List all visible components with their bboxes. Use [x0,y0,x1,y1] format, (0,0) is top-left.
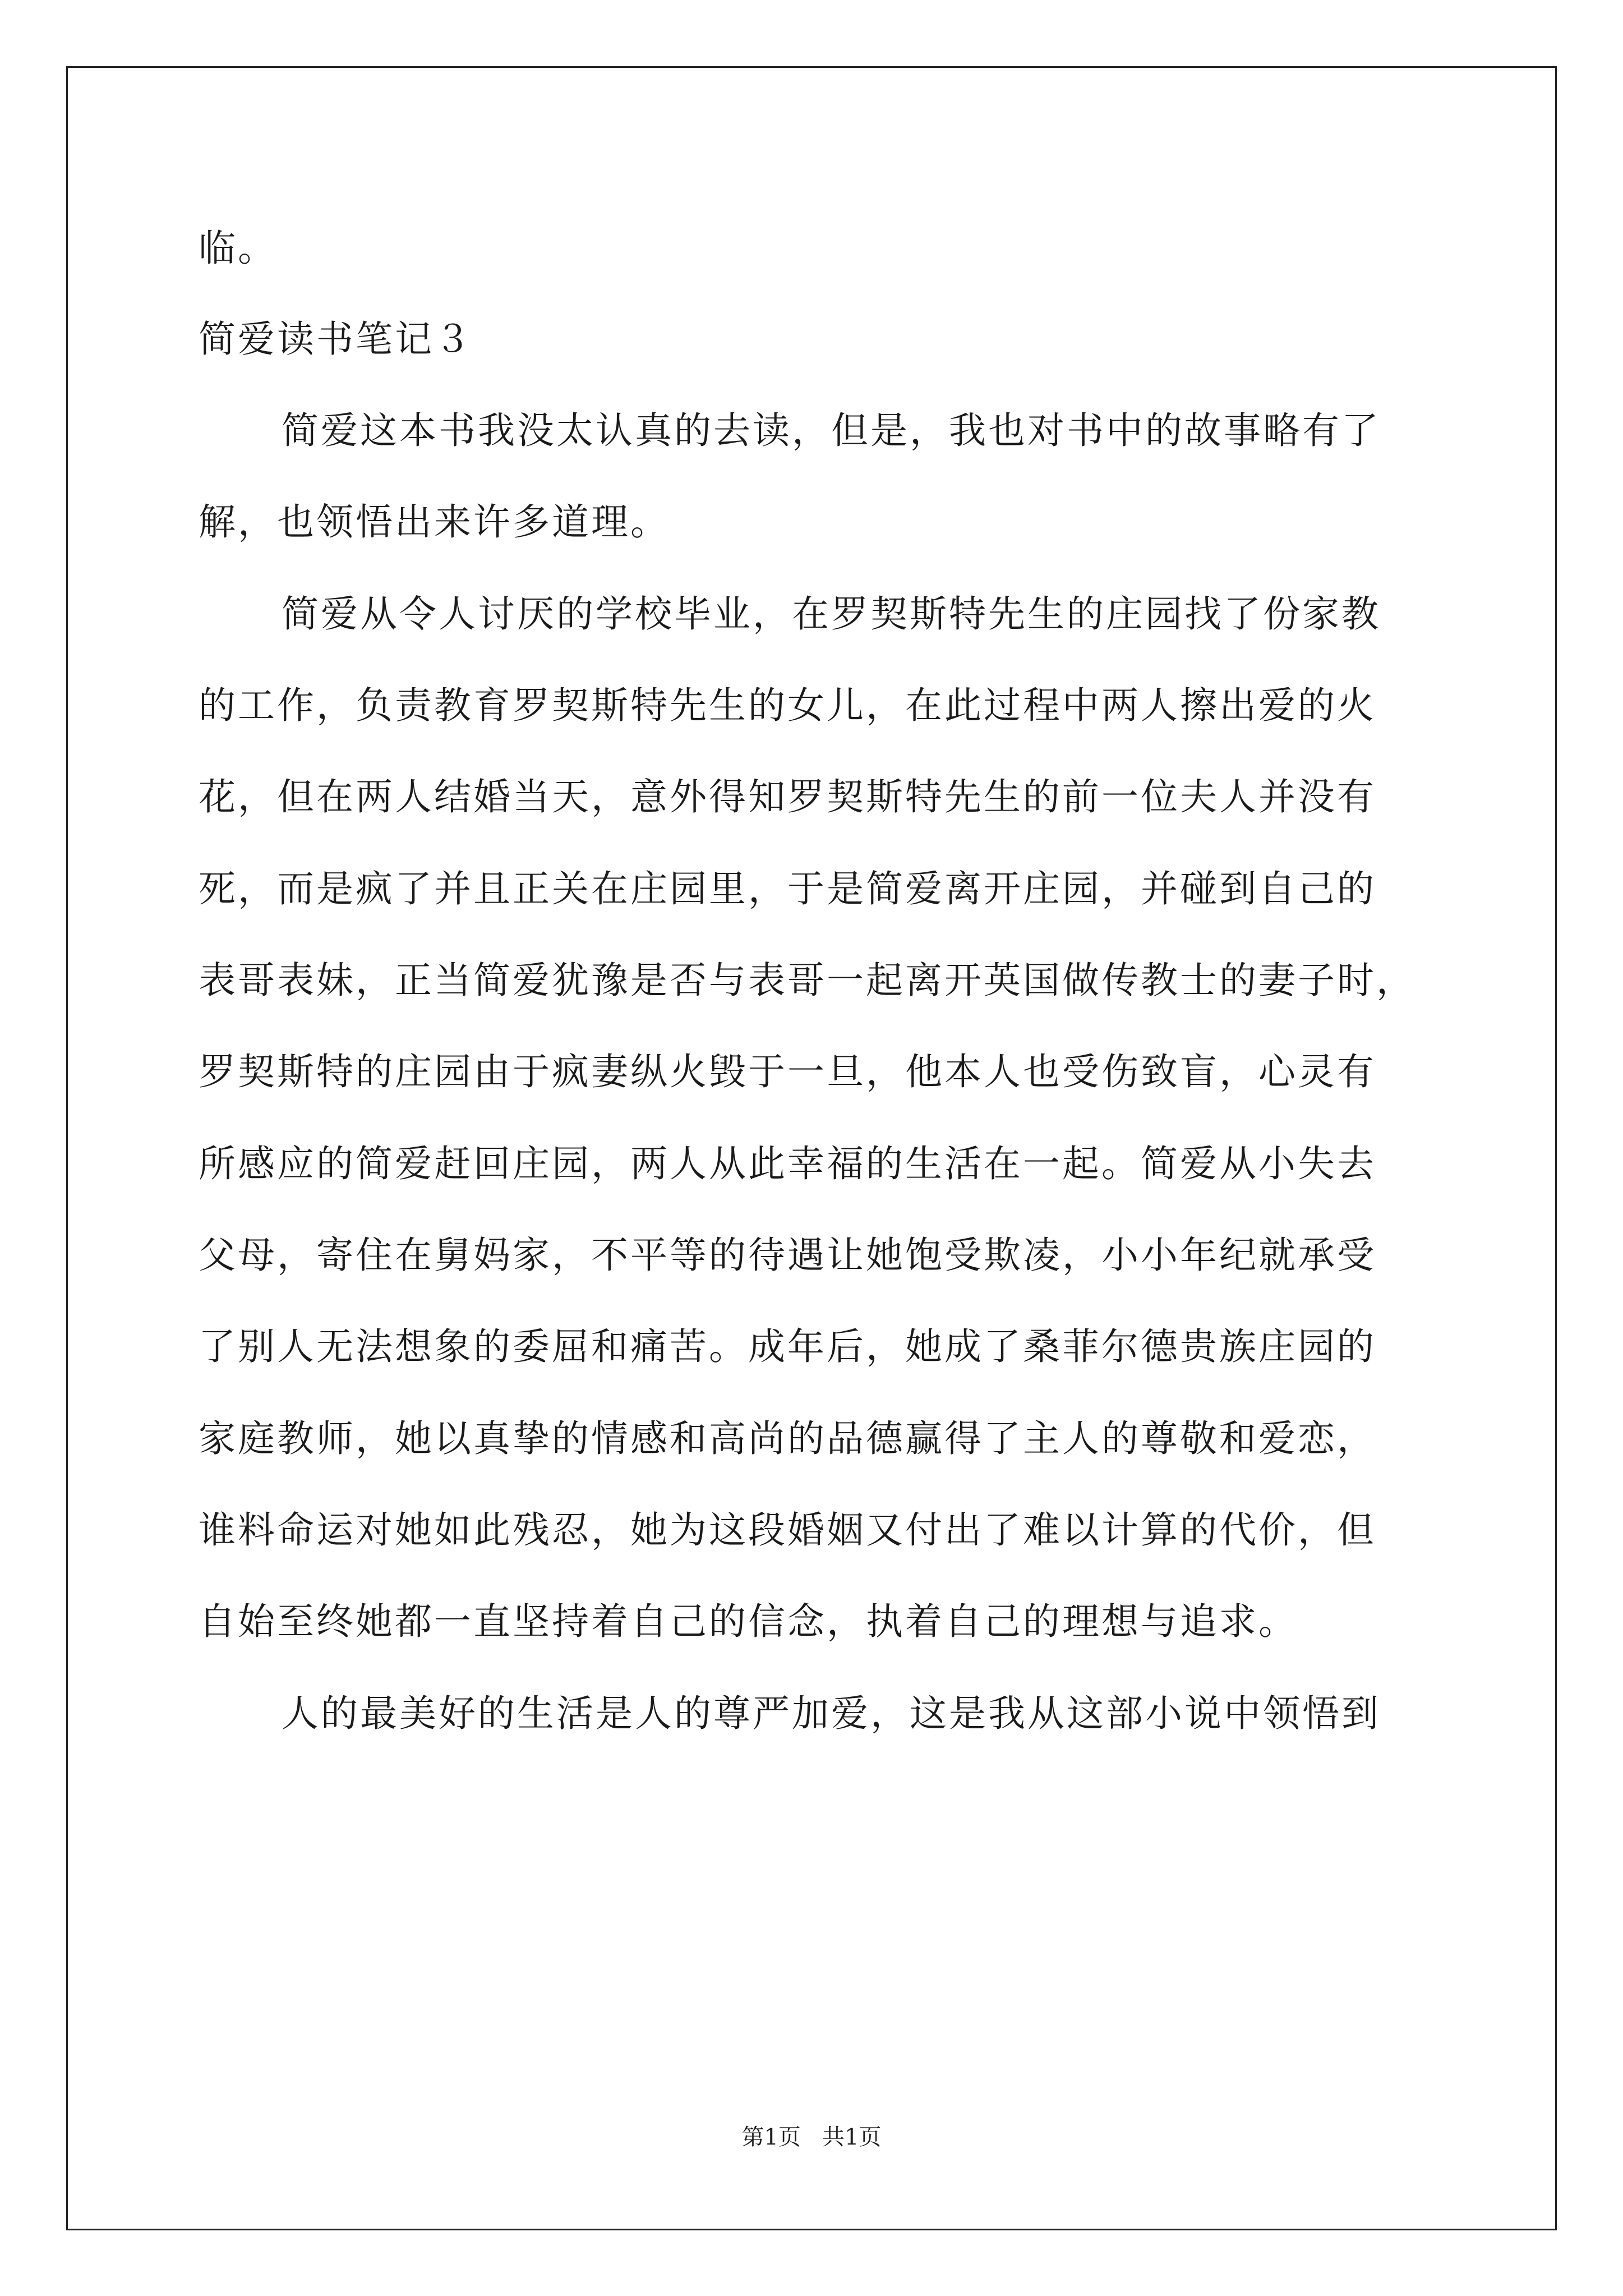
text-line: 了别人无法想象的委屈和痛苦。成年后，她成了桑菲尔德贵族庄园的 [199,1325,1376,1368]
text-line: 的工作，负责教育罗契斯特先生的女儿，在此过程中两人擦出爱的火 [199,684,1376,727]
text-line: 所感应的简爱赶回庄园，两人从此幸福的生活在一起。简爱从小失去 [199,1142,1376,1185]
section-heading: 简爱读书笔记３ [199,318,473,361]
text-line: 自始至终她都一直坚持着自己的信念，执着自己的理想与追求。 [199,1600,1298,1643]
text-line: 死，而是疯了并且正关在庄园里，于是简爱离开庄园，并碰到自己的 [199,867,1376,910]
page-footer: 第1页 共1页 [741,2124,882,2150]
text-line: 花，但在两人结婚当天，意外得知罗契斯特先生的前一位夫人并没有 [199,775,1376,818]
text-line: 罗契斯特的庄园由于疯妻纵火毁于一旦，他本人也受伤致盲，心灵有 [199,1050,1376,1093]
text-line: 表哥表妹，正当简爱犹豫是否与表哥一起离开英国做传教士的妻子时， [199,959,1415,1002]
text-line: 解，也领悟出来许多道理。 [199,500,670,544]
paragraph-start: 人的最美好的生活是人的尊严加爱，这是我从这部小说中领悟到 [282,1692,1381,1735]
paragraph-start: 简爱这本书我没太认真的去读，但是，我也对书中的故事略有了 [282,409,1381,452]
paragraph-start: 简爱从令人讨厌的学校毕业，在罗契斯特先生的庄园找了份家教 [282,592,1381,636]
text-line: 父母，寄住在舅妈家，不平等的待遇让她饱受欺凌，小小年纪就承受 [199,1234,1376,1277]
text-line: 临。 [199,227,277,270]
text-line: 家庭教师，她以真挚的情感和高尚的品德赢得了主人的尊敬和爱恋， [199,1417,1376,1460]
text-line: 谁料命运对她如此残忍，她为这段婚姻又付出了难以计算的代价，但 [199,1508,1376,1552]
